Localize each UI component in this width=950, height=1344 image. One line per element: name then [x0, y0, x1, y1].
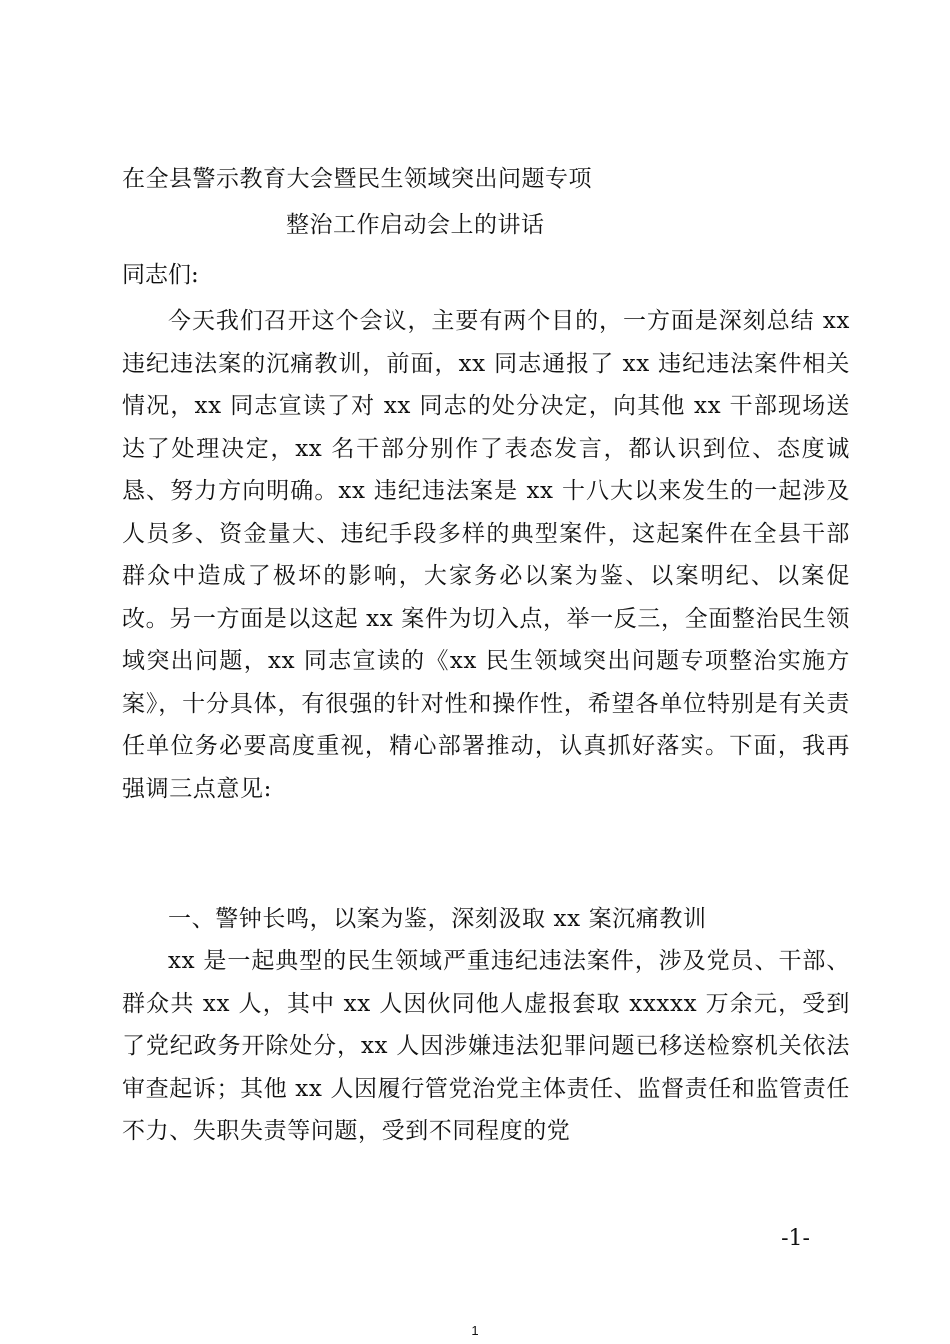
- body-paragraph-2: xx 是一起典型的民生领域严重违纪违法案件，涉及党员、干部、群众共 xx 人，其中 xx 人因伙同他人虚报套取 xxxxx 万余元，受到了党纪政务开除处分，xx 人因涉嫌违法犯罪问题已移送检察机关依法审查起诉；其他 xx 人因履行管党治党主体责任、监督责任和监管责任不力、失职失责等问题，受到不同程度的党: [122, 948, 850, 1144]
- salutation: 同志们:: [122, 262, 199, 288]
- body-paragraph-1: 今天我们召开这个会议，主要有两个目的，一方面是深刻总结 xx 违纪违法案的沉痛教训，前面，xx 同志通报了 xx 违纪违法案件相关情况，xx 同志宣读了对 xx 同志的处分决定，向其他 xx 干部现场送达了处理决定，xx 名干部分别作了表态发言，都认识到位、态度诚恳、努力方向明确。xx 违纪违法案是 xx 十八大以来发生的一起涉及人员多、资金量大、违纪手段多样的典型案件，这起案件在全县干部群众中造成了极坏的影响，大家务必以案为鉴、以案明纪、以案促改。另一方面是以这起 xx 案件为切入点，举一反三，全面整治民生领域突出问题，xx 同志宣读的《xx 民生领域突出问题专项整治实施方案》，十分具体，有很强的针对性和操作性，希望各单位特别是有关责任单位务必要高度重视，精心部署推动，认真抓好落实。下面，我再强调三点意见:: [122, 308, 850, 802]
- document-title-line-1: 在全县警示教育大会暨民生领域突出问题专项: [122, 166, 592, 192]
- page-number-footer: 1: [471, 1323, 479, 1338]
- document-title-line-2: 整治工作启动会上的讲话: [286, 212, 545, 238]
- page-number-inner: -1-: [781, 1226, 810, 1251]
- section-heading-1: 一、警钟长鸣，以案为鉴，深刻汲取 xx 案沉痛教训: [168, 906, 707, 932]
